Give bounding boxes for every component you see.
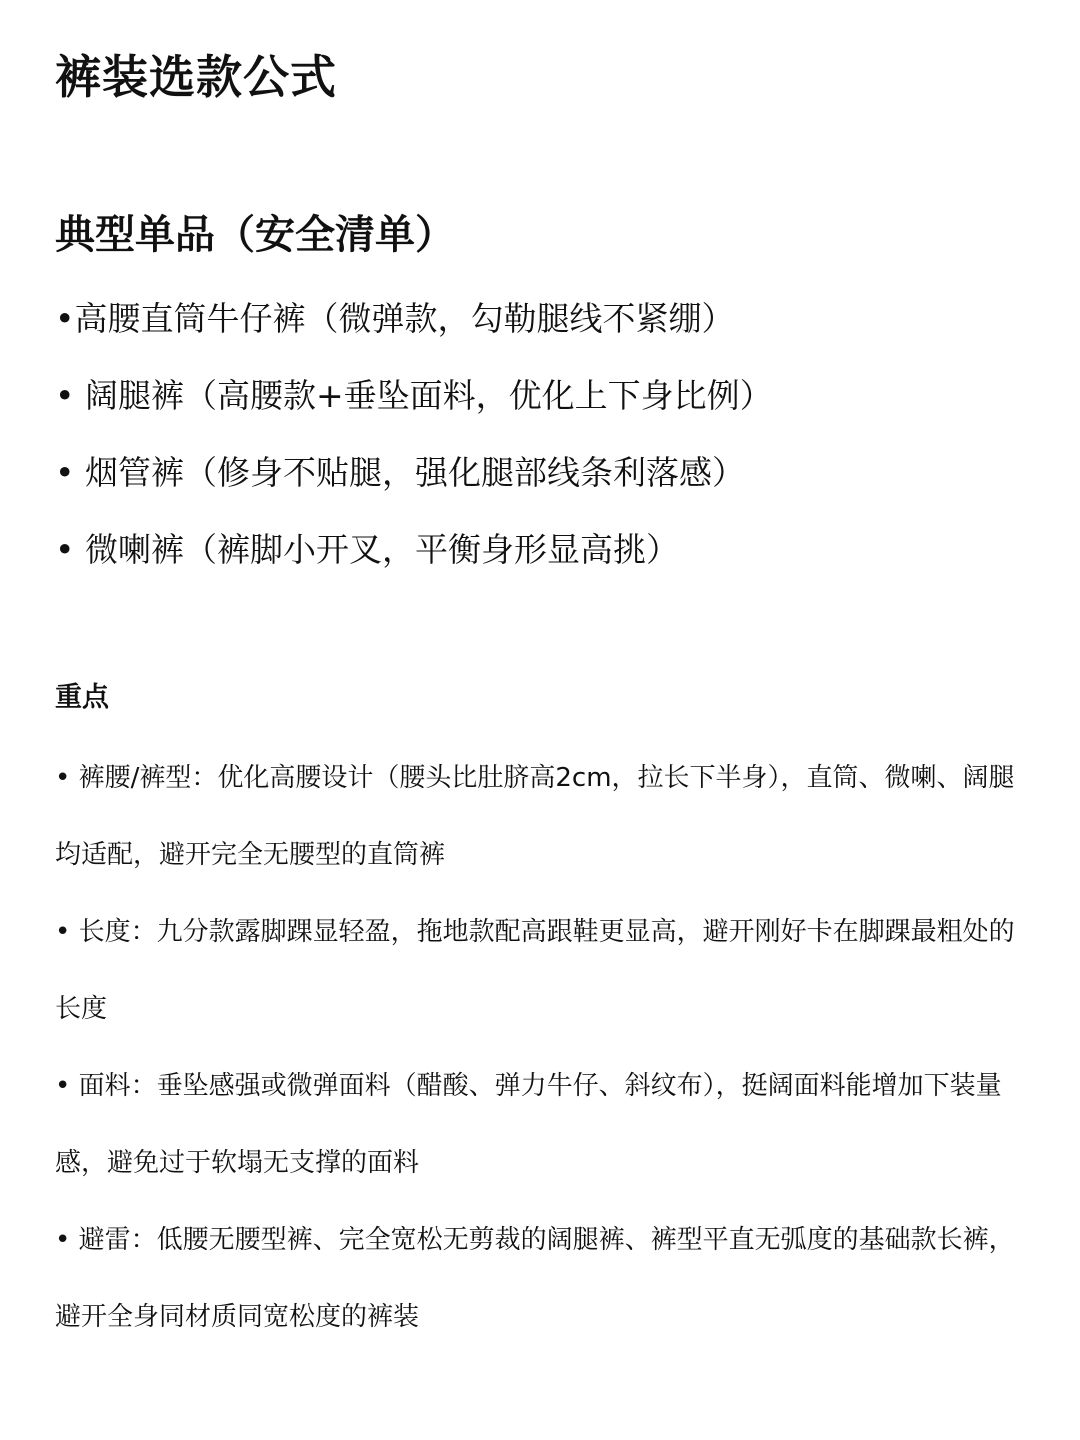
section-title: 典型单品（安全清单） <box>55 212 455 258</box>
list-item: • 微喇裤（裤脚小开叉，平衡身形显高挑） <box>55 530 679 569</box>
key-points-list <box>55 740 1030 1356</box>
key-point: • 避雷：低腰无腰型裤、完全宽松无剪裁的阔腿裤、裤型平直无弧度的基础款长裤，避开全身同材质同宽松度的裤装 <box>55 1225 1015 1332</box>
page-title: 裤装选款公式 <box>55 50 337 104</box>
key-point: • 长度：九分款露脚踝显轻盈，拖地款配高跟鞋更显高，避开刚好卡在脚踝最粗处的长度 <box>55 917 1015 1024</box>
list-item: • 烟管裤（修身不贴腿，强化腿部线条利落感） <box>55 453 745 492</box>
key-point: • 面料：垂坠感强或微弹面料（醋酸、弹力牛仔、斜纹布），挺阔面料能增加下装量感，避免过于软塌无支撑的面料 <box>55 1071 1002 1178</box>
key-point: • 裤腰/裤型：优化高腰设计（腰头比肚脐高2cm，拉长下半身），直筒、微喇、阔腿均适配，避开完全无腰型的直筒裤 <box>55 763 1015 870</box>
key-points-heading: 重点 <box>55 682 109 713</box>
item-list <box>55 280 773 588</box>
list-item: •高腰直筒牛仔裤（微弹款，勾勒腿线不紧绷） <box>55 299 735 338</box>
list-item: • 阔腿裤（高腰款+垂坠面料，优化上下身比例） <box>55 376 773 415</box>
